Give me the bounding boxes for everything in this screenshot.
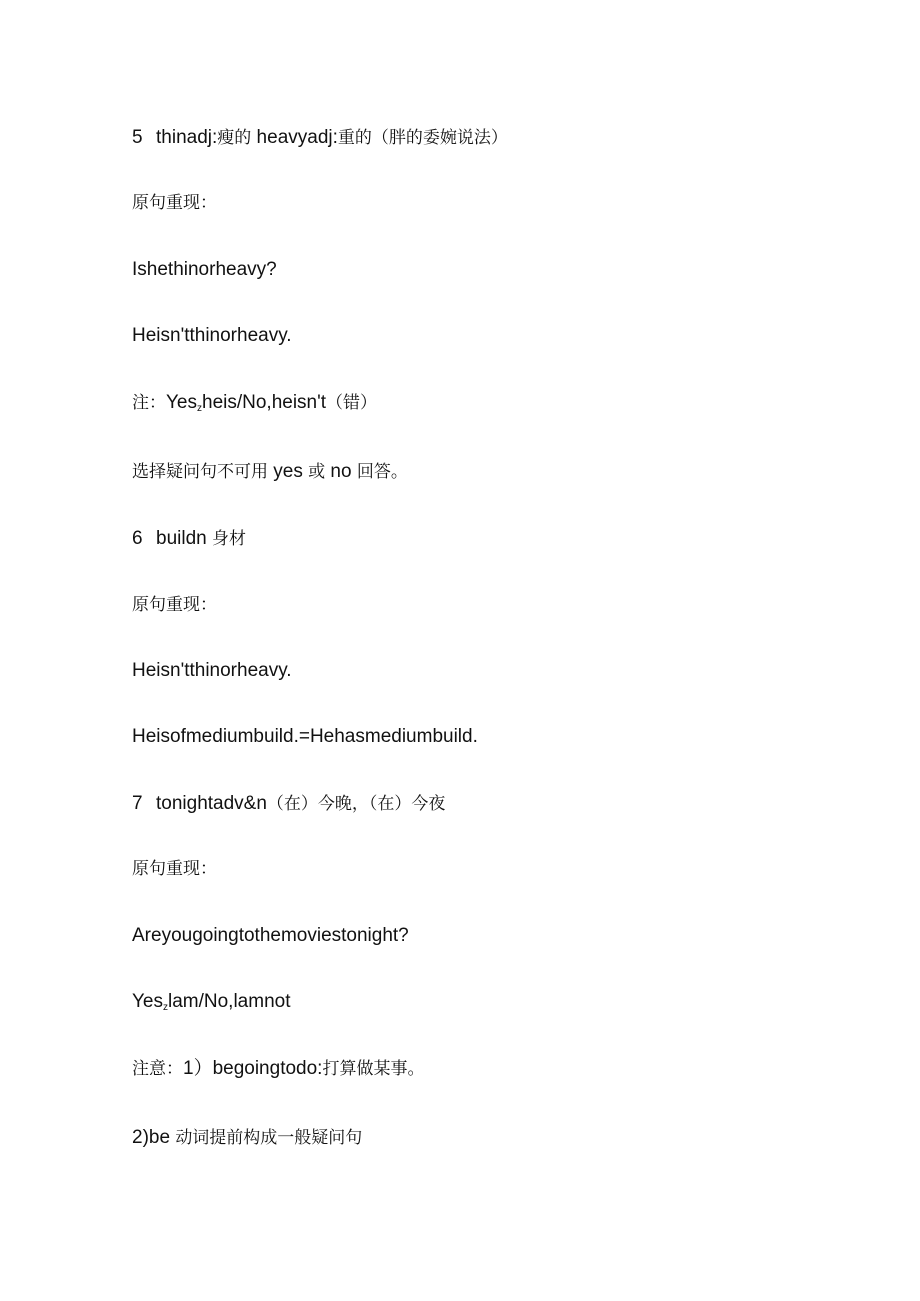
note-text: 1）begoingtodo: [183,1058,323,1079]
example-text: Yes [132,991,163,1012]
example-sentence: Heisn'tthinorheavy. [132,325,292,346]
note-text: yes [268,461,309,482]
item-term: buildn [156,528,212,549]
item-meaning-2: 重的（胖的委婉说法） [337,128,508,148]
example-sentence: Areyougoingtothemoviestonight? [132,925,409,946]
item-term: tonightadv&n [156,793,267,814]
note-text-2: 打算做某事。 [322,1059,425,1079]
note-text: Yes [166,392,197,413]
example-text-2: lam/No,lamnot [168,991,291,1012]
item-term: thinadj: [156,127,218,148]
note-text: 2)be [132,1127,176,1148]
example-subscript: z [163,1002,168,1013]
item-meaning: 瘦的 [217,128,252,148]
note-line [132,1057,424,1081]
note-line [132,460,408,484]
note-prefix: 注： [132,393,166,413]
note-line [132,1126,362,1150]
note-text: 回答。 [356,462,408,482]
note-text-2: heis/No,heisn't [202,392,327,413]
item-5-heading [132,126,508,150]
note-text: 选择疑问句不可用 [132,462,268,482]
item-meaning: （在）今晚，（在）今夜 [266,794,446,814]
note-text: 或 [308,462,326,482]
note-prefix: 注意： [132,1059,183,1079]
example-sentence: Ishethinorheavy? [132,259,277,280]
note-suffix: （错） [326,393,378,413]
example-sentence: Heisofmediumbuild.=Hehasmediumbuild. [132,726,478,747]
note-text: no [325,461,357,482]
note-line [132,391,377,421]
item-number: 6 [132,528,143,549]
example-sentence [132,990,291,1020]
item-7-heading [132,792,445,816]
note-subscript: z [197,403,202,414]
original-sentence-label: 原句重现： [132,859,217,879]
note-text-2: 动词提前构成一般疑问句 [175,1128,363,1148]
original-sentence-label: 原句重现： [132,595,217,615]
item-meaning: 身材 [212,529,246,549]
item-term-2: heavyadj: [251,127,338,148]
item-number: 5 [132,127,143,148]
example-sentence: Heisn'tthinorheavy. [132,660,292,681]
original-sentence-label: 原句重现： [132,193,217,213]
item-number: 7 [132,793,143,814]
item-6-heading [132,527,246,551]
